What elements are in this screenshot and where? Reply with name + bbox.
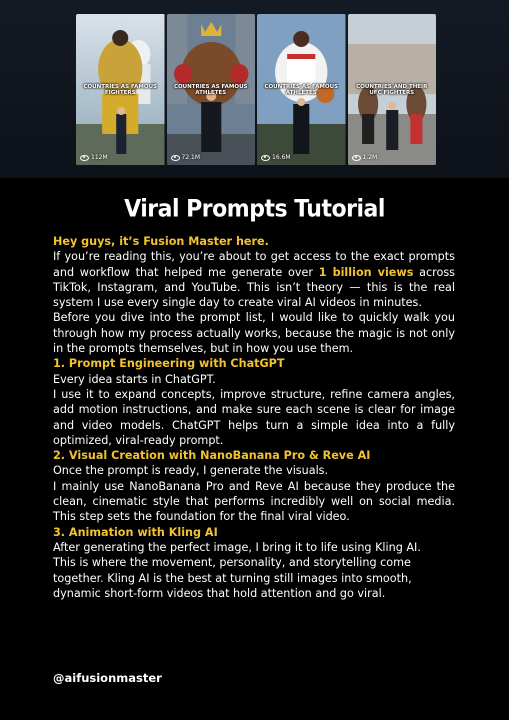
thumbnail[interactable] [348,14,437,165]
process-paragraph: Before you dive into the prompt list, I would like to quickly walk you through how my process actually works, because the magic is not only in the prompts themselves, but in how you use them. [53,311,455,356]
views-highlight: 1 billion views [318,265,414,279]
section-lead: Every idea starts in ChatGPT. [53,372,216,386]
view-count-label: 1.2M [362,154,378,161]
view-count [352,154,378,161]
view-count [261,154,291,161]
view-count [80,154,108,161]
thumbnail-caption: COUNTRIES AND THEIR UFC FIGHTERS [356,84,428,96]
view-count-label: 72.1M [181,154,201,161]
thumbnail[interactable] [257,14,346,165]
tutorial-body [53,234,455,601]
intro-text-start: If you’re reading this, you’re about to get access to the exact prompts and workflow that helped me generate over [53,250,455,279]
eye-icon [80,155,89,161]
section-body: This is where the movement, personality, and storytelling come together. Kling AI is the best at turning still images into smooth, dynamic short-form videos that hold attention and go viral. [53,556,412,600]
section-body: I use it to expand concepts, improve structure, refine camera angles, add motion instructions, and make sure each scene is clear for image and video models. ChatGPT helps turn a simple idea into a fully optimized, viral-ready prompt. [53,387,455,447]
thumbnail[interactable] [167,14,256,165]
eye-icon [171,155,180,161]
section-heading: 1. Prompt Engineering with ChatGPT [53,357,285,371]
view-count [171,154,201,161]
social-handle[interactable]: @aifusionmaster [53,671,162,685]
view-count-label: 16.6M [272,154,291,161]
thumbnail-strip [76,14,436,165]
thumbnail-caption: COUNTRIES AS FAMOUS ATHLETES [264,84,339,96]
intro-paragraph [53,249,455,310]
greeting: Hey guys, it’s Fusion Master here. [53,235,269,248]
page-title: Viral Prompts Tutorial [124,196,385,223]
eye-icon [352,155,361,161]
thumbnail-banner [0,0,509,178]
intro-text-end: across TikTok, Instagram, and YouTube. This isn’t theory — this is the real system I use every single day to create viral AI videos in minutes. [53,265,456,310]
section-heading: 2. Visual Creation with NanoBanana Pro & Reve AI [53,449,371,463]
section-lead: After generating the perfect image, I bring it to life using Kling AI. [53,540,421,554]
thumbnail-caption: COUNTRIES AS FAMOUS FIGHTERS [83,84,158,96]
view-count-label: 112M [91,154,108,161]
thumbnail[interactable] [76,14,165,165]
section-body: I mainly use NanoBanana Pro and Reve AI because they produce the clean, cinematic style that performs incredibly well on social media. This step sets the foundation for the final viral video. [53,479,455,524]
eye-icon [261,155,270,161]
section-lead: Once the prompt is ready, I generate the visuals. [53,464,329,478]
thumbnail-caption: COUNTRIES AS FAMOUS ATHLETES [173,84,248,96]
section-heading: 3. Animation with Kling AI [53,525,218,539]
